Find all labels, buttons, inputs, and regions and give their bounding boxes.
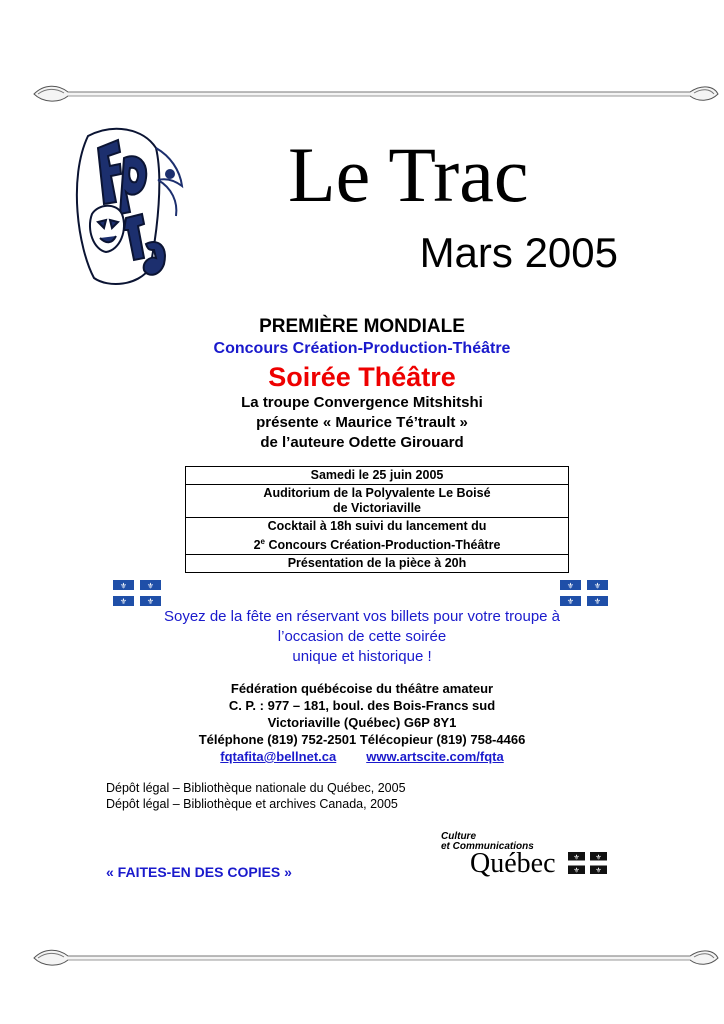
troupe-line: présente « Maurice Té’trault » [256, 414, 468, 431]
depot-legal-line: Dépôt légal – Bibliothèque et archives Canada, 2005 [106, 797, 398, 811]
fqta-logo-icon [58, 118, 188, 294]
bottom-scroll-divider [30, 944, 720, 970]
event-date-cell: Samedi le 25 juin 2005 [186, 467, 569, 485]
copies-notice: « FAITES-EN DES COPIES » [106, 864, 292, 880]
quebec-flag-icon [113, 580, 161, 606]
invitation-line: unique et historique ! [292, 648, 432, 665]
troupe-line: de l’auteure Odette Girouard [260, 434, 464, 451]
quebec-flag-icon [568, 852, 607, 874]
federation-links [0, 748, 724, 765]
concours-name: Concours Création-Production-Théâtre [268, 538, 501, 553]
federation-address: C. P. : 977 – 181, boul. des Bois-Francs sud [228, 698, 496, 713]
federation-city: Victoriaville (Québec) G6P 8Y1 [267, 715, 457, 730]
ordinal-number: 2 [253, 538, 261, 553]
svg-text:⚜: ⚜ [593, 597, 602, 606]
svg-text:⚜: ⚜ [593, 581, 602, 591]
table-row [186, 555, 569, 573]
svg-text:⚜: ⚜ [595, 866, 602, 874]
quebec-logo-communications: et Communications [441, 841, 534, 852]
premiere-heading: PREMIÈRE MONDIALE [259, 316, 465, 337]
email-link[interactable]: fqtafita@bellnet.ca [220, 749, 337, 764]
svg-text:⚜: ⚜ [573, 866, 580, 874]
svg-text:⚜: ⚜ [119, 597, 128, 606]
soiree-heading: Soirée Théâtre [268, 362, 456, 392]
quebec-logo-wordmark: Québec [470, 848, 556, 879]
invitation-text [0, 607, 724, 667]
event-venue-cell [186, 485, 569, 518]
event-showtime-cell: Présentation de la pièce à 20h [186, 555, 569, 573]
invitation-line: Soyez de la fête en réservant vos billets pour votre troupe à [163, 608, 561, 625]
cocktail-line [190, 534, 564, 553]
federation-phone: Téléphone (819) 752-2501 Télécopieur (819) 758-4466 [198, 732, 526, 747]
newsletter-title: Le Trac [288, 131, 529, 218]
svg-text:⚜: ⚜ [119, 581, 128, 591]
venue-line: Auditorium de la Polyvalente Le Boisé [263, 486, 491, 500]
ordinal-suffix: e [260, 537, 265, 546]
table-row [186, 467, 569, 485]
quebec-flag-icon [560, 580, 608, 606]
concours-heading: Concours Création-Production-Théâtre [213, 340, 511, 357]
issue-date: Mars 2005 [419, 229, 618, 276]
svg-text:⚜: ⚜ [146, 597, 155, 606]
troupe-description [0, 393, 724, 453]
table-row [186, 518, 569, 555]
invitation-line: l’occasion de cette soirée [277, 628, 447, 645]
venue-line: de Victoriaville [332, 501, 421, 515]
federation-name: Fédération québécoise du théâtre amateur [230, 681, 494, 696]
website-link[interactable]: www.artscite.com/fqta [366, 749, 504, 764]
quebec-culture-logo [441, 832, 616, 882]
svg-text:⚜: ⚜ [573, 853, 580, 862]
svg-text:⚜: ⚜ [566, 597, 575, 606]
svg-text:⚜: ⚜ [566, 581, 575, 591]
table-row [186, 485, 569, 518]
event-details-table [185, 466, 569, 573]
svg-text:⚜: ⚜ [146, 581, 155, 591]
quebec-logo-culture: Culture [441, 831, 476, 842]
troupe-line: La troupe Convergence Mitshitshi [241, 394, 483, 411]
event-cocktail-cell [186, 518, 569, 555]
federation-contact [0, 680, 724, 765]
svg-text:⚜: ⚜ [595, 853, 602, 862]
cocktail-line: Cocktail à 18h suivi du lancement du [267, 519, 487, 533]
depot-legal-line: Dépôt légal – Bibliothèque nationale du Québec, 2005 [106, 781, 406, 795]
top-scroll-divider [30, 80, 720, 106]
